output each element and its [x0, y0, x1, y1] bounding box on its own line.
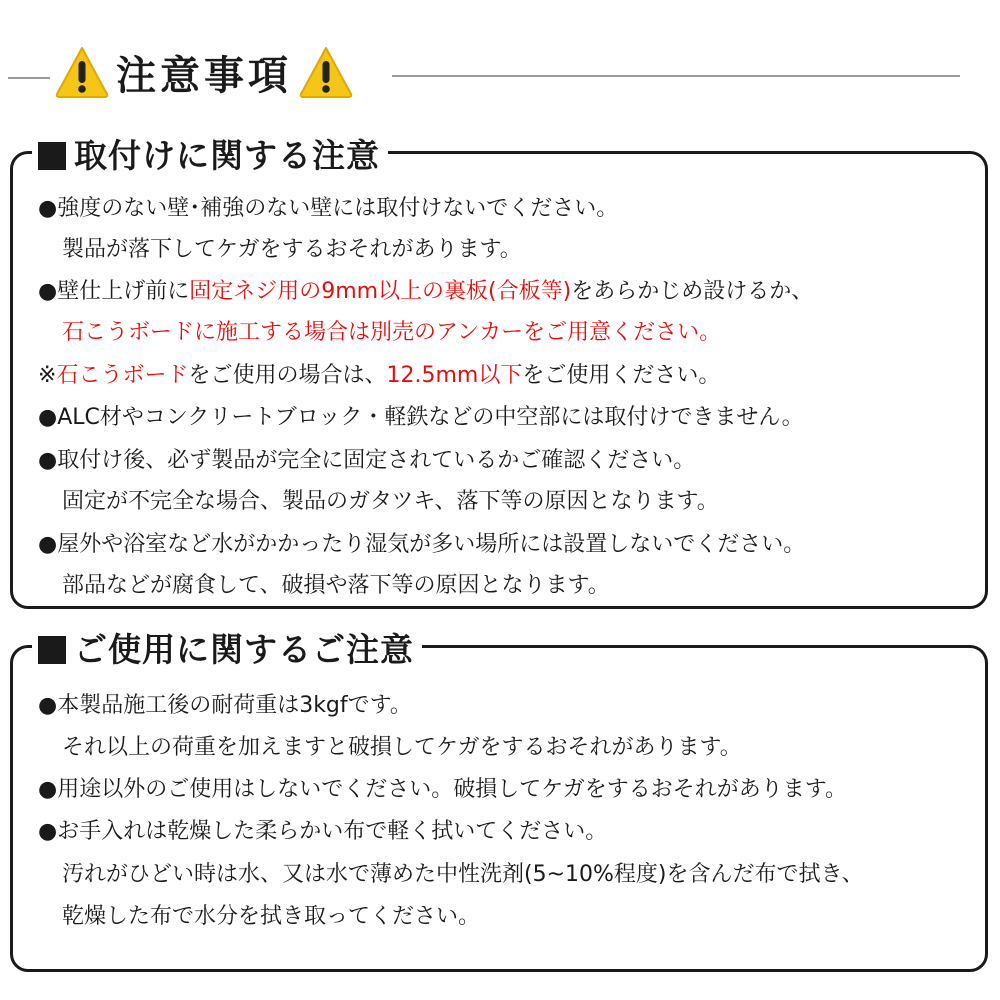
warning-icon [298, 44, 354, 100]
note-text: をご使用ください。 [522, 363, 721, 388]
note-text: をあらかじめ設けるか、 [571, 279, 814, 304]
note-highlight: 石こうボード [56, 363, 189, 388]
square-bullet-icon [38, 142, 66, 170]
page-title: 注意事項 [116, 52, 292, 99]
usage-notes-heading [32, 624, 422, 671]
note-line [38, 361, 720, 391]
note-line: 固定が不完全な場合、製品のガタツキ、落下等の原因となります。 [62, 489, 719, 514]
note-text: をご使用の場合は、 [188, 363, 387, 388]
note-line: 乾燥した布で水分を拭き取ってください。 [62, 904, 481, 929]
page-header [54, 40, 354, 104]
header-rule-right [392, 75, 960, 77]
note-line: 汚れがひどい時は水、又は水で薄めた中性洗剤(5~10%程度)を含んだ布で拭き、 [62, 862, 864, 887]
section-title: ご使用に関するご注意 [74, 630, 414, 669]
header-rule-left [8, 77, 50, 79]
note-line: ●本製品施工後の耐荷重は3kgfです。 [38, 693, 412, 718]
note-highlight: 固定ネジ用の9mm以上の裏板(合板等) [189, 279, 572, 304]
note-text: ●壁仕上げ前に [38, 279, 190, 304]
note-line: ●用途以外のご使用はしないでください。破損してケガをするおそれがあります。 [38, 777, 847, 802]
note-line [38, 277, 813, 307]
installation-notes-heading [32, 130, 388, 177]
note-line-highlight: 石こうボードに施工する場合は別売のアンカーをご用意ください。 [62, 320, 722, 345]
note-line: 製品が落下してケガをするおそれがあります。 [62, 237, 522, 262]
note-line: ●強度のない壁･補強のない壁には取付けないでください。 [38, 196, 619, 221]
note-line: ●取付け後、必ず製品が完全に固定されているかご確認ください。 [38, 448, 696, 473]
note-line: ●ALC材やコンクリートブロック・軽鉄などの中空部には取付けできません。 [38, 405, 804, 430]
note-line: ●屋外や浴室など水がかかったり湿気が多い場所には設置しないでください。 [38, 532, 806, 557]
note-highlight: 12.5mm以下 [386, 363, 523, 388]
warning-icon [54, 44, 110, 100]
note-line: それ以上の荷重を加えますと破損してケガをするおそれがあります。 [62, 735, 742, 760]
note-text: ※ [38, 363, 57, 388]
square-bullet-icon [38, 636, 66, 664]
section-title: 取付けに関する注意 [74, 136, 380, 175]
note-line: 部品などが腐食して、破損や落下等の原因となります。 [62, 573, 610, 598]
note-line: ●お手入れは乾燥した柔らかい布で軽く拭いてください。 [38, 819, 608, 844]
